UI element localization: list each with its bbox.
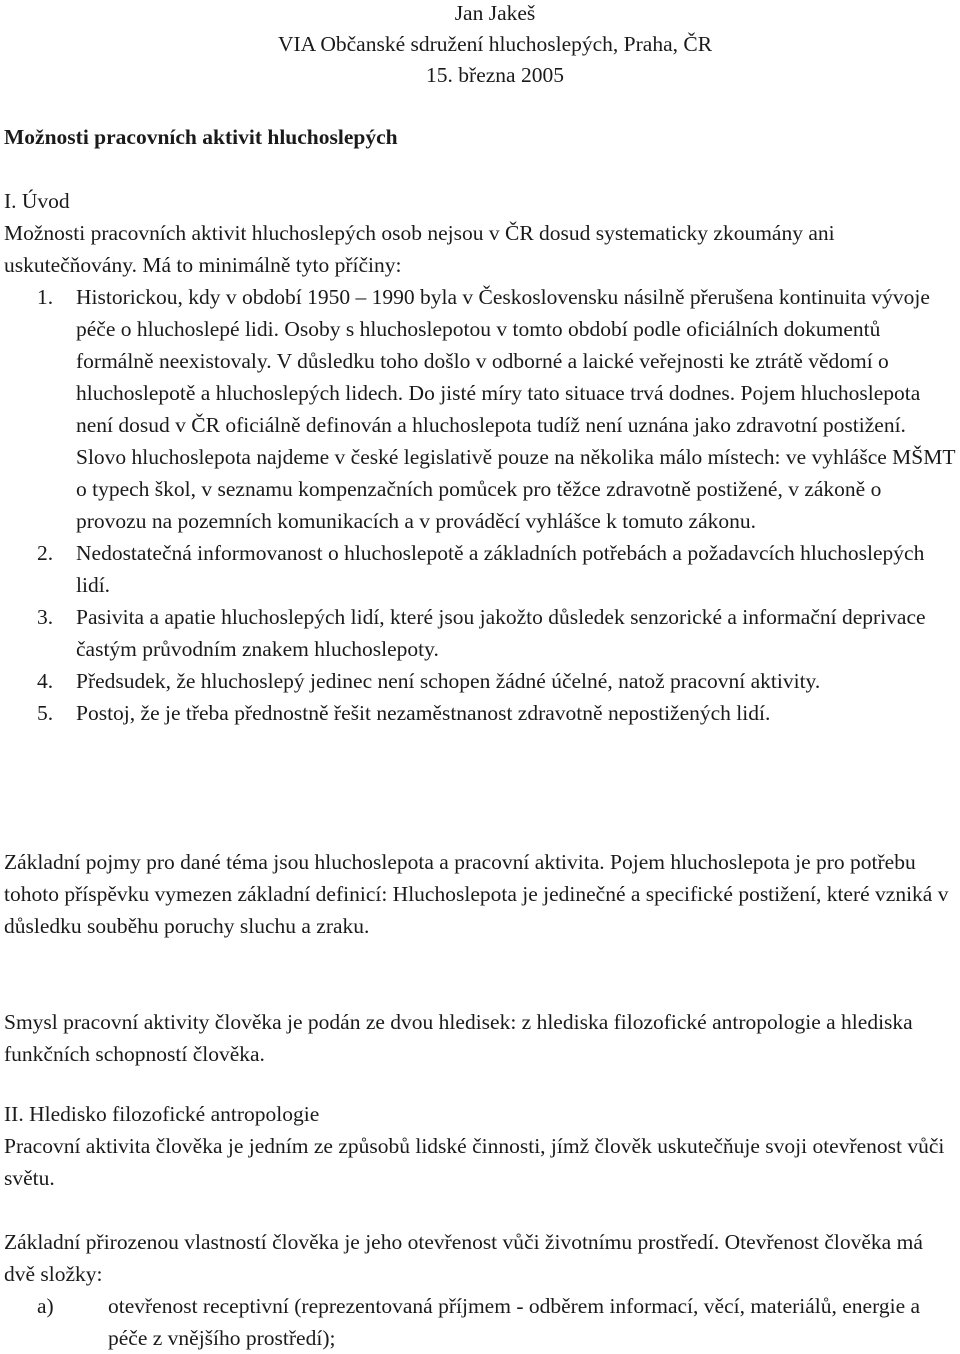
paragraph-text: Základní pojmy pro dané téma jsou hluchoslepota a pracovní aktivita. Pojem hluchoslepota je pro potřebu tohoto příspěvku vymezen základní definicí: Hluchoslepota je jedinečné a specifické postižení, které vzniká v důsledku souběhu poruchy sluchu a zraku. bbox=[4, 850, 949, 938]
organization-line: VIA Občanské sdružení hluchoslepých, Praha, ČR bbox=[277, 32, 713, 56]
section-philosophical-anthropology bbox=[4, 1098, 956, 1194]
list-item-text: Historickou, kdy v období 1950 – 1990 byla v Československu násilně přerušena kontinuita vývoje péče o hluchoslepé lidi. Osoby s hluchoslepotou v tomto období podle oficiálních dokumentů formálně neexistovaly. V důsledku toho došlo v odborné a laické veřejnosti ke ztrátě vědomí o hluchoslepotě a hluchoslepých lidech. Do jisté míry tato situace trvá dodnes. Pojem hluchoslepota není dosud v ČR oficiálně definován a hluchoslepota tudíž není uznána jako zdravotní postižení. Slovo hluchoslepota najdeme v české legislativě pouze na několika málo místech: ve vyhlášce MŠMT o typech škol, v seznamu kompenzačních pomůcek pro těžce zdravotně postižené, v zákoně o provozu na pozemních komunikacích a v prováděcí vyhlášce k tomuto zákonu. bbox=[76, 285, 956, 533]
list-marker: 4. bbox=[37, 669, 54, 693]
author-name: Jan Jakeš bbox=[454, 1, 536, 25]
list-marker: 3. bbox=[37, 605, 54, 629]
list-marker: 5. bbox=[37, 701, 54, 725]
list-marker: 2. bbox=[37, 541, 54, 565]
document-date: 15. března 2005 bbox=[426, 63, 564, 87]
paragraph-text: Základní přirozenou vlastností člověka je jeho otevřenost vůči životnímu prostředí. Otevřenost člověka má dvě složky: bbox=[4, 1230, 923, 1286]
causes-list bbox=[4, 281, 956, 729]
list-item-text: Postoj, že je třeba přednostně řešit nezaměstnanost zdravotně nepostižených lidí. bbox=[76, 701, 771, 725]
list-item-text: Nedostatečná informovanost o hluchoslepotě a základních potřebách a požadavcích hluchoslepých lidí. bbox=[76, 541, 925, 597]
basic-terms-paragraph bbox=[4, 846, 956, 942]
section-text: Pracovní aktivita člověka je jedním ze způsobů lidské činnosti, jímž člověk uskutečňuje svoji otevřenost vůči světu. bbox=[4, 1134, 945, 1190]
document-title: Možnosti pracovních aktivit hluchoslepých bbox=[4, 125, 398, 149]
list-marker: 1. bbox=[37, 285, 54, 309]
list-item bbox=[4, 601, 956, 665]
list-marker: a) bbox=[37, 1294, 54, 1318]
document-header bbox=[0, 0, 960, 91]
list-item-text: Pasivita a apatie hluchoslepých lidí, které jsou jakožto důsledek senzorické a informační deprivace častým průvodním znakem hluchoslepoty. bbox=[76, 605, 926, 661]
list-item-text: otevřenost receptivní (reprezentovaná příjmem - odběrem informací, věcí, materiálů, energie a péče z vnějšího prostředí); bbox=[108, 1294, 921, 1350]
meaning-paragraph bbox=[4, 1006, 956, 1070]
intro-text: Možnosti pracovních aktivit hluchoslepých osob nejsou v ČR dosud systematicky zkoumány ani uskutečňovány. Má to minimálně tyto příčiny: bbox=[4, 221, 835, 277]
intro-section bbox=[4, 185, 956, 729]
paragraph-text: Smysl pracovní aktivity člověka je podán ze dvou hledisek: z hlediska filozofické antropologie a hlediska funkčních schopností člověka. bbox=[4, 1010, 913, 1066]
list-item bbox=[4, 697, 956, 729]
list-item-text: Předsudek, že hluchoslepý jedinec není schopen žádné účelné, natož pracovní aktivity. bbox=[76, 669, 821, 693]
intro-heading: I. Úvod bbox=[4, 189, 70, 213]
list-item bbox=[4, 281, 956, 537]
list-item bbox=[4, 537, 956, 601]
list-item bbox=[4, 665, 956, 697]
components-list bbox=[4, 1290, 956, 1354]
list-item bbox=[4, 1290, 956, 1354]
section-heading: II. Hledisko filozofické antropologie bbox=[4, 1102, 320, 1126]
property-section bbox=[4, 1226, 956, 1354]
